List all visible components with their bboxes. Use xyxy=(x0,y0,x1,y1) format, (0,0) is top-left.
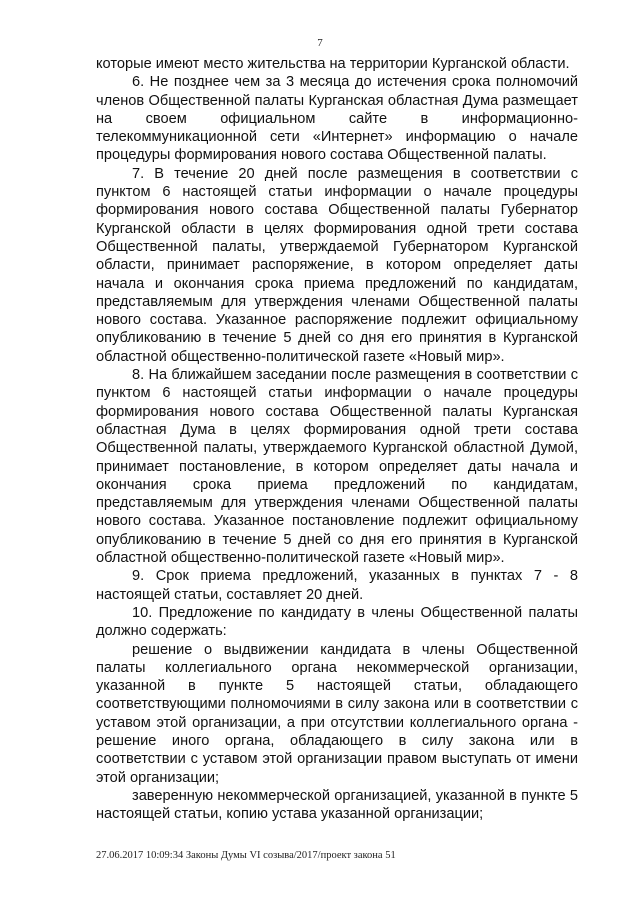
paragraph-item-9: 9. Срок приема предложений, указанных в пунктах 7 - 8 настоящей статьи, составляет 20 дней. xyxy=(96,568,578,603)
page-number: 7 xyxy=(317,37,323,49)
document-body xyxy=(96,55,578,823)
paragraph-item-10: 10. Предложение по кандидату в члены Общественной палаты должно содержать: xyxy=(96,604,578,640)
paragraph-item-8: 8. На ближайшем заседании после размещения в соответствии с пунктом 6 настоящей статьи информации о начале процедуры формирования нового состава Общественной палаты Курганская областная Дума в целях формирования одной трети состава Общественной палаты, утверждаемого Курганской областной Думой, принимает постановление, в котором определяет даты начала и окончания срока приема предложений по кандидатам, представляемым для утверждения членами Общественной палаты нового состава. Указанное постановление подлежит официальному опубликованию в течение 5 дней со дня его принятия в Курганской областной общественно-политической газете «Новый мир». xyxy=(96,367,578,567)
paragraph-continuation: которые имеют место жительства на территории Курганской области. xyxy=(96,56,570,72)
paragraph-decision-requirement: решение о выдвижении кандидата в члены Общественной палаты коллегиального органа некоммерческой организации, указанной в пункте 5 настоящей статьи, обладающего соответствующими полномочиями в силу закона или в соответствии с уставом этой организации, а при отсутствии коллегиального органа - решение иного органа, обладающего в силу закона или в соответствии с уставом этой организации правом выступать от имени этой организации; xyxy=(96,641,578,786)
footer-stamp: 27.06.2017 10:09:34 Законы Думы VI созыва/2017/проект закона 51 xyxy=(96,850,396,861)
paragraph-item-6: 6. Не позднее чем за 3 месяца до истечения срока полномочий членов Общественной палаты Курганская областная Дума размещает на своем официальном сайте в информационно-телекоммуникационной сети «Интернет» информацию о начале процедуры формирования нового состава Общественной палаты. xyxy=(96,74,578,164)
paragraph-item-7: 7. В течение 20 дней после размещения в соответствии с пунктом 6 настоящей статьи информации о начале процедуры формирования нового состава Общественной палаты Губернатор Курганской области в целях формирования одной трети состава Общественной палаты, утверждаемой Губернатором Курганской области, принимает распоряжение, в котором определяет даты начала и окончания срока приема предложений по кандидатам, представляемым для утверждения членами Общественной палаты нового состава. Указанное распоряжение подлежит официальному опубликованию в течение 5 дней со дня его принятия в Курганской областной общественно-политической газете «Новый мир». xyxy=(96,165,578,365)
paragraph-charter-copy-requirement: заверенную некоммерческой организацией, указанной в пункте 5 настоящей статьи, копию устава указанной организации; xyxy=(96,787,578,823)
